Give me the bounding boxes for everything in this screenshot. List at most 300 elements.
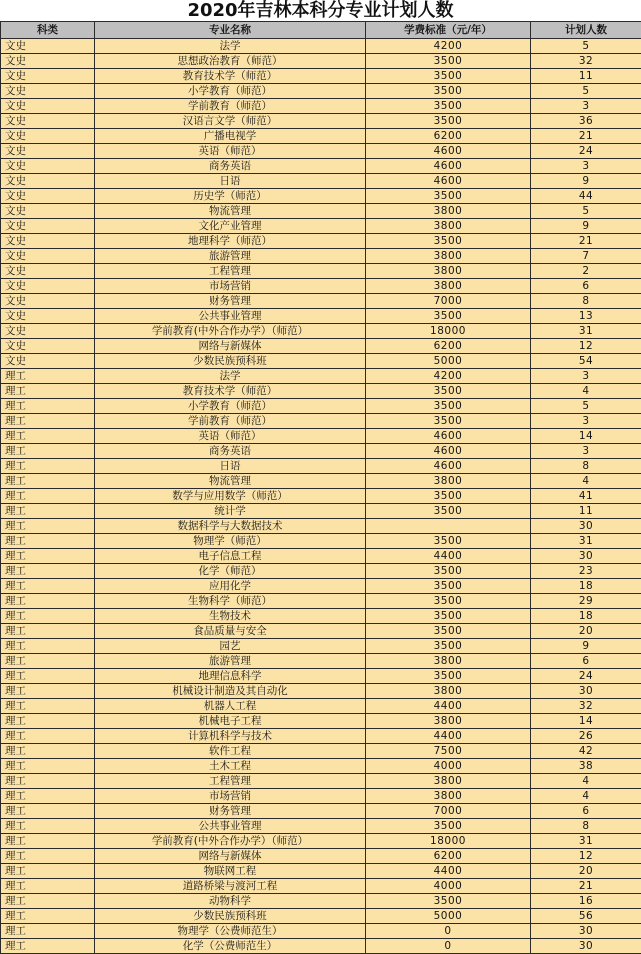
cell-major-name: 地理信息科学	[95, 669, 366, 684]
table-row	[1, 624, 641, 639]
table-row	[1, 219, 641, 234]
cell-plan-count: 3	[531, 159, 641, 174]
cell-tuition: 0	[366, 924, 531, 939]
table-row	[1, 309, 641, 324]
cell-category: 理工	[1, 939, 95, 954]
table-row	[1, 639, 641, 654]
cell-tuition: 3500	[366, 504, 531, 519]
cell-plan-count: 36	[531, 114, 641, 129]
cell-category: 理工	[1, 669, 95, 684]
table-row	[1, 714, 641, 729]
table-row	[1, 489, 641, 504]
cell-plan-count: 38	[531, 759, 641, 774]
cell-plan-count: 4	[531, 774, 641, 789]
table-row	[1, 369, 641, 384]
cell-major-name: 财务管理	[95, 294, 366, 309]
table-row	[1, 819, 641, 834]
cell-major-name: 市场营销	[95, 789, 366, 804]
cell-tuition: 4600	[366, 144, 531, 159]
cell-major-name: 物理学（公费师范生）	[95, 924, 366, 939]
cell-plan-count: 24	[531, 144, 641, 159]
cell-category: 理工	[1, 414, 95, 429]
cell-plan-count: 9	[531, 174, 641, 189]
cell-tuition: 18000	[366, 324, 531, 339]
table-row	[1, 294, 641, 309]
cell-major-name: 英语（师范）	[95, 144, 366, 159]
cell-plan-count: 31	[531, 324, 641, 339]
cell-plan-count: 12	[531, 339, 641, 354]
cell-plan-count: 14	[531, 429, 641, 444]
cell-tuition: 4600	[366, 159, 531, 174]
cell-tuition: 3500	[366, 189, 531, 204]
cell-category: 理工	[1, 819, 95, 834]
table-row	[1, 399, 641, 414]
cell-tuition: 3500	[366, 114, 531, 129]
cell-category: 理工	[1, 849, 95, 864]
cell-plan-count: 21	[531, 129, 641, 144]
cell-category: 文史	[1, 219, 95, 234]
cell-major-name: 学前教育(中外合作办学）（师范）	[95, 834, 366, 849]
cell-plan-count: 8	[531, 819, 641, 834]
cell-tuition: 3800	[366, 774, 531, 789]
cell-plan-count: 11	[531, 504, 641, 519]
cell-tuition: 3800	[366, 654, 531, 669]
cell-major-name: 教育技术学（师范）	[95, 384, 366, 399]
cell-major-name: 历史学（师范）	[95, 189, 366, 204]
cell-tuition: 3500	[366, 534, 531, 549]
cell-category: 理工	[1, 924, 95, 939]
table-row	[1, 159, 641, 174]
cell-tuition: 7000	[366, 294, 531, 309]
cell-plan-count: 3	[531, 369, 641, 384]
cell-category: 理工	[1, 729, 95, 744]
table-row	[1, 879, 641, 894]
cell-category: 文史	[1, 174, 95, 189]
cell-plan-count: 29	[531, 594, 641, 609]
cell-category: 文史	[1, 324, 95, 339]
table-row	[1, 849, 641, 864]
cell-plan-count: 13	[531, 309, 641, 324]
table-row	[1, 864, 641, 879]
table-row	[1, 69, 641, 84]
table-row	[1, 234, 641, 249]
table-row	[1, 564, 641, 579]
cell-major-name: 旅游管理	[95, 654, 366, 669]
cell-major-name: 汉语言文学（师范）	[95, 114, 366, 129]
cell-major-name: 少数民族预科班	[95, 354, 366, 369]
table-row	[1, 774, 641, 789]
cell-major-name: 公共事业管理	[95, 309, 366, 324]
cell-plan-count: 23	[531, 564, 641, 579]
table-row	[1, 759, 641, 774]
cell-major-name: 学前教育（师范）	[95, 99, 366, 114]
cell-category: 理工	[1, 369, 95, 384]
cell-category: 理工	[1, 519, 95, 534]
cell-tuition: 4400	[366, 864, 531, 879]
cell-plan-count: 31	[531, 834, 641, 849]
cell-tuition: 3500	[366, 624, 531, 639]
table-row	[1, 534, 641, 549]
cell-tuition: 4400	[366, 729, 531, 744]
table-row	[1, 474, 641, 489]
cell-major-name: 日语	[95, 174, 366, 189]
cell-category: 文史	[1, 294, 95, 309]
table-row	[1, 174, 641, 189]
cell-major-name: 物理学（师范）	[95, 534, 366, 549]
cell-tuition: 3500	[366, 489, 531, 504]
cell-tuition: 3500	[366, 414, 531, 429]
table-title: 2020年吉林本科分专业计划人数	[0, 0, 641, 21]
cell-plan-count: 16	[531, 894, 641, 909]
cell-category: 理工	[1, 834, 95, 849]
table-row	[1, 729, 641, 744]
cell-major-name: 土木工程	[95, 759, 366, 774]
cell-plan-count: 21	[531, 234, 641, 249]
table-row	[1, 384, 641, 399]
cell-tuition: 7000	[366, 804, 531, 819]
cell-major-name: 数据科学与大数据技术	[95, 519, 366, 534]
cell-category: 理工	[1, 489, 95, 504]
cell-plan-count: 18	[531, 609, 641, 624]
table-row	[1, 549, 641, 564]
cell-plan-count: 24	[531, 669, 641, 684]
cell-major-name: 化学（师范）	[95, 564, 366, 579]
cell-category: 理工	[1, 579, 95, 594]
cell-plan-count: 3	[531, 99, 641, 114]
cell-category: 理工	[1, 609, 95, 624]
cell-plan-count: 6	[531, 279, 641, 294]
cell-tuition: 3800	[366, 219, 531, 234]
header-major-name: 专业名称	[95, 22, 366, 39]
cell-category: 文史	[1, 99, 95, 114]
cell-category: 理工	[1, 714, 95, 729]
cell-major-name: 学前教育（师范）	[95, 414, 366, 429]
table-row	[1, 609, 641, 624]
cell-category: 文史	[1, 159, 95, 174]
cell-category: 理工	[1, 459, 95, 474]
cell-tuition: 3800	[366, 684, 531, 699]
table-row	[1, 459, 641, 474]
cell-plan-count: 4	[531, 474, 641, 489]
cell-tuition: 3500	[366, 309, 531, 324]
table-row	[1, 924, 641, 939]
cell-tuition: 3500	[366, 234, 531, 249]
table-row	[1, 99, 641, 114]
cell-major-name: 商务英语	[95, 159, 366, 174]
cell-tuition: 6200	[366, 849, 531, 864]
cell-plan-count: 4	[531, 789, 641, 804]
cell-category: 理工	[1, 894, 95, 909]
cell-category: 理工	[1, 864, 95, 879]
cell-category: 文史	[1, 54, 95, 69]
table-row	[1, 684, 641, 699]
cell-plan-count: 30	[531, 684, 641, 699]
cell-category: 理工	[1, 684, 95, 699]
cell-category: 理工	[1, 444, 95, 459]
cell-category: 文史	[1, 234, 95, 249]
cell-tuition	[366, 519, 531, 534]
cell-tuition: 3800	[366, 474, 531, 489]
table-row	[1, 894, 641, 909]
cell-plan-count: 32	[531, 54, 641, 69]
cell-category: 理工	[1, 699, 95, 714]
cell-category: 理工	[1, 804, 95, 819]
cell-plan-count: 56	[531, 909, 641, 924]
cell-plan-count: 30	[531, 939, 641, 954]
table-row	[1, 189, 641, 204]
cell-category: 理工	[1, 879, 95, 894]
cell-major-name: 道路桥梁与渡河工程	[95, 879, 366, 894]
cell-tuition: 3500	[366, 639, 531, 654]
table-row	[1, 264, 641, 279]
cell-major-name: 机械设计制造及其自动化	[95, 684, 366, 699]
cell-plan-count: 6	[531, 654, 641, 669]
cell-plan-count: 42	[531, 744, 641, 759]
cell-plan-count: 9	[531, 219, 641, 234]
cell-plan-count: 30	[531, 519, 641, 534]
cell-major-name: 机器人工程	[95, 699, 366, 714]
cell-plan-count: 7	[531, 249, 641, 264]
cell-major-name: 商务英语	[95, 444, 366, 459]
cell-plan-count: 32	[531, 699, 641, 714]
table-row	[1, 129, 641, 144]
cell-major-name: 应用化学	[95, 579, 366, 594]
cell-category: 文史	[1, 189, 95, 204]
cell-major-name: 英语（师范）	[95, 429, 366, 444]
table-row	[1, 429, 641, 444]
cell-tuition: 3500	[366, 564, 531, 579]
cell-category: 文史	[1, 84, 95, 99]
table-row	[1, 54, 641, 69]
cell-plan-count: 41	[531, 489, 641, 504]
cell-tuition: 4600	[366, 444, 531, 459]
table-row	[1, 444, 641, 459]
cell-tuition: 4000	[366, 759, 531, 774]
cell-tuition: 3500	[366, 84, 531, 99]
cell-major-name: 物流管理	[95, 204, 366, 219]
cell-category: 理工	[1, 624, 95, 639]
cell-plan-count: 30	[531, 924, 641, 939]
plan-table	[0, 21, 641, 954]
cell-plan-count: 5	[531, 399, 641, 414]
table-body	[1, 39, 641, 954]
table-row	[1, 834, 641, 849]
cell-category: 文史	[1, 114, 95, 129]
table-row	[1, 594, 641, 609]
cell-tuition: 3500	[366, 99, 531, 114]
cell-tuition: 3500	[366, 669, 531, 684]
cell-tuition: 3500	[366, 579, 531, 594]
cell-major-name: 工程管理	[95, 774, 366, 789]
cell-plan-count: 54	[531, 354, 641, 369]
cell-category: 理工	[1, 534, 95, 549]
cell-tuition: 3800	[366, 249, 531, 264]
cell-tuition: 3500	[366, 69, 531, 84]
cell-major-name: 机械电子工程	[95, 714, 366, 729]
table-row	[1, 789, 641, 804]
cell-tuition: 5000	[366, 354, 531, 369]
cell-tuition: 3500	[366, 399, 531, 414]
cell-major-name: 统计学	[95, 504, 366, 519]
cell-category: 文史	[1, 354, 95, 369]
cell-plan-count: 21	[531, 879, 641, 894]
cell-category: 文史	[1, 204, 95, 219]
cell-major-name: 小学教育（师范）	[95, 399, 366, 414]
table-row	[1, 669, 641, 684]
cell-plan-count: 3	[531, 444, 641, 459]
cell-plan-count: 5	[531, 204, 641, 219]
cell-major-name: 动物科学	[95, 894, 366, 909]
cell-plan-count: 14	[531, 714, 641, 729]
cell-major-name: 法学	[95, 39, 366, 54]
cell-tuition: 5000	[366, 909, 531, 924]
cell-plan-count: 20	[531, 864, 641, 879]
table-row	[1, 249, 641, 264]
cell-tuition: 7500	[366, 744, 531, 759]
cell-major-name: 广播电视学	[95, 129, 366, 144]
cell-major-name: 学前教育(中外合作办学）（师范）	[95, 324, 366, 339]
cell-category: 文史	[1, 129, 95, 144]
table-row	[1, 39, 641, 54]
cell-major-name: 日语	[95, 459, 366, 474]
table-row	[1, 414, 641, 429]
cell-plan-count: 11	[531, 69, 641, 84]
cell-tuition: 3500	[366, 54, 531, 69]
cell-major-name: 物联网工程	[95, 864, 366, 879]
cell-tuition: 18000	[366, 834, 531, 849]
cell-plan-count: 9	[531, 639, 641, 654]
cell-major-name: 电子信息工程	[95, 549, 366, 564]
table-row	[1, 84, 641, 99]
cell-category: 理工	[1, 909, 95, 924]
cell-plan-count: 26	[531, 729, 641, 744]
cell-plan-count: 8	[531, 294, 641, 309]
cell-category: 文史	[1, 339, 95, 354]
cell-major-name: 食品质量与安全	[95, 624, 366, 639]
table-row	[1, 114, 641, 129]
cell-major-name: 法学	[95, 369, 366, 384]
table-row	[1, 654, 641, 669]
cell-tuition: 3800	[366, 204, 531, 219]
cell-category: 理工	[1, 654, 95, 669]
header-tuition: 学费标准（元/年）	[366, 22, 531, 39]
cell-major-name: 地理科学（师范）	[95, 234, 366, 249]
cell-category: 文史	[1, 69, 95, 84]
header-plan-count: 计划人数	[531, 22, 641, 39]
cell-tuition: 6200	[366, 129, 531, 144]
cell-plan-count: 30	[531, 549, 641, 564]
cell-tuition: 3500	[366, 594, 531, 609]
cell-major-name: 文化产业管理	[95, 219, 366, 234]
cell-tuition: 3500	[366, 384, 531, 399]
cell-plan-count: 20	[531, 624, 641, 639]
cell-category: 理工	[1, 789, 95, 804]
cell-major-name: 财务管理	[95, 804, 366, 819]
table-row	[1, 279, 641, 294]
cell-category: 理工	[1, 774, 95, 789]
table-row	[1, 519, 641, 534]
table-row	[1, 204, 641, 219]
cell-tuition: 4200	[366, 39, 531, 54]
cell-plan-count: 4	[531, 384, 641, 399]
cell-tuition: 4200	[366, 369, 531, 384]
cell-category: 文史	[1, 39, 95, 54]
table-row	[1, 324, 641, 339]
cell-major-name: 化学（公费师范生）	[95, 939, 366, 954]
table-row	[1, 354, 641, 369]
cell-tuition: 3500	[366, 894, 531, 909]
table-row	[1, 339, 641, 354]
cell-plan-count: 5	[531, 84, 641, 99]
cell-category: 理工	[1, 594, 95, 609]
cell-tuition: 3800	[366, 789, 531, 804]
table-row	[1, 699, 641, 714]
header-category: 科类	[1, 22, 95, 39]
cell-category: 文史	[1, 309, 95, 324]
cell-category: 文史	[1, 144, 95, 159]
table-row	[1, 144, 641, 159]
cell-major-name: 公共事业管理	[95, 819, 366, 834]
cell-major-name: 生物技术	[95, 609, 366, 624]
cell-plan-count: 31	[531, 534, 641, 549]
table-row	[1, 939, 641, 954]
cell-major-name: 计算机科学与技术	[95, 729, 366, 744]
cell-category: 理工	[1, 504, 95, 519]
cell-tuition: 3500	[366, 819, 531, 834]
cell-category: 理工	[1, 549, 95, 564]
cell-category: 理工	[1, 474, 95, 489]
cell-tuition: 4600	[366, 429, 531, 444]
cell-major-name: 物流管理	[95, 474, 366, 489]
cell-category: 文史	[1, 264, 95, 279]
cell-major-name: 生物科学（师范）	[95, 594, 366, 609]
cell-tuition: 3500	[366, 609, 531, 624]
cell-major-name: 小学教育（师范）	[95, 84, 366, 99]
cell-tuition: 4400	[366, 549, 531, 564]
cell-category: 理工	[1, 564, 95, 579]
cell-major-name: 市场营销	[95, 279, 366, 294]
table-header	[1, 22, 641, 39]
cell-tuition: 4000	[366, 879, 531, 894]
cell-plan-count: 44	[531, 189, 641, 204]
cell-plan-count: 12	[531, 849, 641, 864]
cell-tuition: 3800	[366, 279, 531, 294]
cell-tuition: 4400	[366, 699, 531, 714]
cell-major-name: 园艺	[95, 639, 366, 654]
cell-tuition: 3800	[366, 264, 531, 279]
table-row	[1, 744, 641, 759]
cell-major-name: 网络与新媒体	[95, 339, 366, 354]
cell-plan-count: 8	[531, 459, 641, 474]
table-row	[1, 579, 641, 594]
cell-major-name: 教育技术学（师范）	[95, 69, 366, 84]
cell-category: 理工	[1, 759, 95, 774]
cell-major-name: 软件工程	[95, 744, 366, 759]
cell-plan-count: 18	[531, 579, 641, 594]
cell-major-name: 少数民族预科班	[95, 909, 366, 924]
cell-plan-count: 3	[531, 414, 641, 429]
cell-category: 理工	[1, 399, 95, 414]
cell-major-name: 思想政治教育（师范）	[95, 54, 366, 69]
table-row	[1, 504, 641, 519]
cell-tuition: 6200	[366, 339, 531, 354]
cell-tuition: 0	[366, 939, 531, 954]
cell-category: 理工	[1, 429, 95, 444]
cell-category: 理工	[1, 639, 95, 654]
cell-tuition: 4600	[366, 174, 531, 189]
cell-category: 文史	[1, 279, 95, 294]
cell-major-name: 数学与应用数学（师范）	[95, 489, 366, 504]
